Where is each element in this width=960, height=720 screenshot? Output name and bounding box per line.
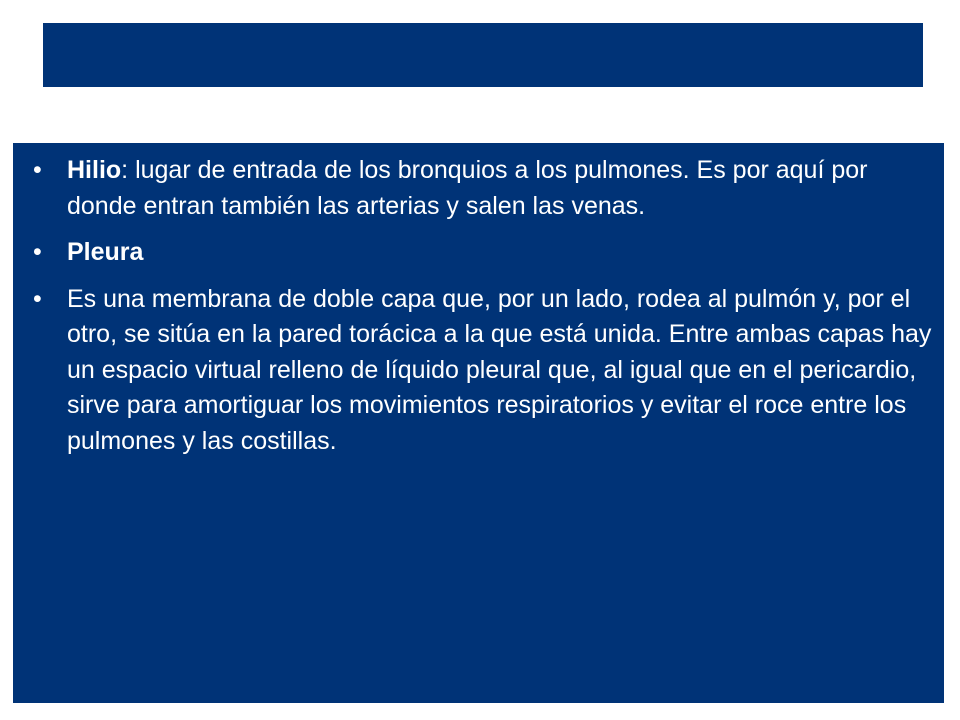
- bullet-text: Es una membrana de doble capa que, por un lado, rodea al pulmón y, por el otro, se sitúa en la pared torácica a la que está unida. Entre ambas capas hay un espacio virtual relleno de líquido pleural que, al igual que en el pericardio, sirve para amortiguar los movimientos respiratorios y evitar el roce entre los pulmones y las costillas.: [67, 284, 932, 455]
- slide-title-bar: [43, 23, 923, 87]
- bullet-term: Hilio: [67, 156, 122, 184]
- bullet-item-pleura: [33, 235, 935, 271]
- bullet-item-pleura-description: [33, 282, 935, 460]
- bullet-list: [33, 153, 935, 470]
- bullet-text: : lugar de entrada de los bronquios a los pulmones. Es por aquí por donde entran también las arterias y salen las venas.: [67, 156, 868, 220]
- bullet-icon: •: [33, 156, 42, 184]
- bullet-icon: •: [33, 284, 42, 313]
- bullet-term: Pleura: [67, 238, 144, 266]
- bullet-icon: •: [33, 238, 42, 266]
- bullet-item-hilio: [33, 153, 935, 224]
- slide-content-box: [13, 143, 944, 703]
